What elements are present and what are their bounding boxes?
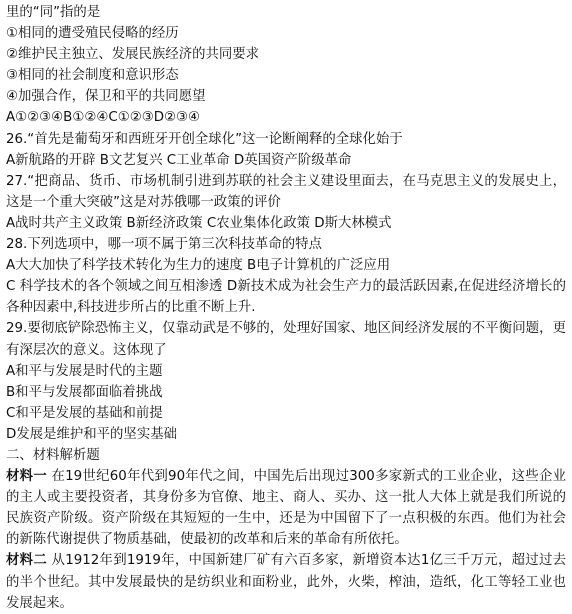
q25-option-2: ②维护民主独立、发展民族经济的共同要求: [6, 47, 260, 63]
q25-stem-end: 里的“同”指的是: [6, 5, 101, 20]
material-1-tag: 材料一: [6, 469, 47, 485]
q26-stem: 26.“首先是葡萄牙和西班牙开创全球化”这一论断阐释的全球化始于: [6, 131, 403, 147]
q29-option-d: D发展是维护和平的坚实基础: [6, 426, 177, 442]
q26-choices: A新航路的开辟 B文艺复兴 C工业革命 D英国资产阶级革命: [6, 152, 352, 168]
q25-choices: A①②③④B①②④C①②③D②③④: [6, 110, 201, 126]
q29-option-b: B和平与发展都面临着挑战: [6, 384, 163, 400]
q28-option-ab: A大大加快了科学技术转化为生力的速度 B电子计算机的广泛应用: [6, 258, 391, 274]
material-1: [6, 466, 566, 550]
q25-option-4: ④加强合作，保卫和平的共同愿望: [6, 89, 206, 105]
q29-option-a: A和平与发展是时代的主题: [6, 363, 163, 379]
material-2-text: 从1912年到1919年，中国新建厂矿有六百多家，新增资本达1亿三千万元，超过过去的半个世纪。其中发展最快的是纺织业和面粉业，此外，火柴，榨油，造纸，化工等轻工业也发展起来。: [6, 553, 567, 611]
q28-option-cd: C 科学技术的各个领域之间互相渗透 D新技术成为社会生产力的最活跃因素,在促进经济增长的各种因素中,科技进步所占的比重不断上升.: [6, 279, 566, 316]
material-2-tag: 材料二: [6, 553, 47, 569]
material-1-text: 在19世纪60年代到90年代之间，中国先后出现过300多家新式的工业企业，这些企业的主人或主要投资者，其身份多为官僚、地主、商人、买办、这一批人大体上就是我们所说的民族资产阶级。资产阶级在其短短的一生中，还是为中国留下了一点积极的东西。他们为社会的新陈代谢提供了物质基础，使最初的改革和后来的革命有所依托。: [6, 469, 567, 548]
section-heading: 二、材料解析题: [6, 447, 100, 463]
q27-choices: A战时共产主义政策 B新经济政策 C农业集体化政策 D斯大林模式: [6, 215, 392, 231]
q27-stem: 27.“把商品、货币、市场机制引进到苏联的社会主义建设里面去，在马克思主义的发展史上，这是一个重大突破”这是对苏俄哪一政策的评价: [6, 173, 566, 210]
q29-stem: 29.要彻底铲除恐怖主义，仅靠动武是不够的，处理好国家、地区间经济发展的不平衡问题，更有深层次的意义。这体现了: [6, 321, 566, 358]
q25-option-3: ③相同的社会制度和意识形态: [6, 68, 179, 84]
q28-stem: 28.下列选项中，哪一项不属于第三次科技革命的特点: [6, 237, 322, 253]
q29-option-c: C和平是发展的基础和前提: [6, 405, 163, 421]
material-2: [6, 550, 566, 613]
q25-option-1: ①相同的遭受殖民侵略的经历: [6, 26, 179, 42]
